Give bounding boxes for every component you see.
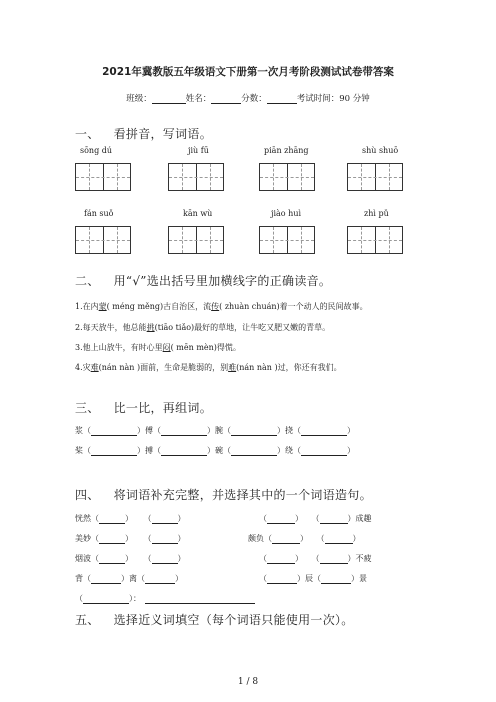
pinyin-8: zhì pǔ bbox=[364, 209, 389, 218]
question-2-1: 1.在内蒙( méng měng)古自治区，流传( zhuàn chuán)着一个动人的民间故事。 bbox=[75, 302, 368, 311]
idiom-row-3: 烟波（ ） （ ） bbox=[75, 554, 186, 563]
section-5-heading bbox=[75, 611, 354, 628]
time-label: 考试时间：90 分钟 bbox=[296, 94, 370, 104]
idiom-row-3b: （ ） （ ）不疲 bbox=[259, 554, 372, 563]
pinyin-3: piān zhāng bbox=[264, 146, 309, 155]
writing-box[interactable] bbox=[168, 226, 224, 254]
class-blank[interactable] bbox=[152, 94, 186, 104]
idiom-row-4: 背（ ）离（ ） bbox=[75, 574, 183, 583]
pinyin-2: jiù fū bbox=[188, 146, 209, 155]
section-3-title: 比一比，再组词。 bbox=[113, 401, 213, 415]
writing-box[interactable] bbox=[347, 163, 403, 191]
section-5-title: 选择近义词填空（每个词语只能使用一次）。 bbox=[113, 613, 354, 627]
student-info bbox=[0, 92, 496, 104]
section-3-number: 三、 bbox=[75, 401, 100, 415]
writing-box[interactable] bbox=[75, 163, 131, 191]
writing-box[interactable] bbox=[75, 226, 131, 254]
class-label: 班级： bbox=[126, 94, 152, 104]
idiom-row-2: 美妙（ ） （ ） bbox=[75, 534, 186, 543]
writing-box[interactable] bbox=[168, 163, 224, 191]
pinyin-7: jiào huì bbox=[271, 209, 302, 218]
pinyin-1: sōng dú bbox=[80, 146, 113, 155]
section-4-title: 将词语补充完整，并选择其中的一个词语造句。 bbox=[113, 488, 372, 502]
section-1-number: 一、 bbox=[75, 127, 100, 141]
writing-box[interactable] bbox=[347, 226, 403, 254]
pinyin-5: fán suǒ bbox=[84, 209, 114, 218]
sentence-blank[interactable] bbox=[145, 594, 255, 604]
pinyin-6: kān wù bbox=[183, 209, 213, 218]
pinyin-4: shù shuō bbox=[362, 146, 399, 155]
idiom-row-2b: 颇负（ ） （ ） bbox=[248, 534, 361, 543]
score-label: 分数： bbox=[241, 94, 267, 104]
compare-row-1: 浆（ ）傅（ ）腕（ ）挠（ ） bbox=[75, 426, 355, 435]
writing-box[interactable] bbox=[259, 163, 315, 191]
section-3-heading bbox=[75, 399, 212, 416]
section-5-number: 五、 bbox=[75, 613, 100, 627]
idiom-row-4b: （ ）辰（ ）景 bbox=[259, 574, 367, 583]
name-blank[interactable] bbox=[211, 94, 241, 104]
question-2-4: 4.灾难(nán nàn )面前，生命是脆弱的，别难(nán nàn )过，你还有我们。 bbox=[75, 363, 342, 372]
name-label: 姓名： bbox=[185, 94, 212, 104]
compare-row-2: 桨（ ）搏（ ）碗（ ）绕（ ） bbox=[75, 446, 355, 455]
section-1-heading bbox=[75, 125, 212, 142]
score-blank[interactable] bbox=[267, 94, 297, 104]
section-4-heading bbox=[75, 486, 372, 503]
sentence-row: （ ）： bbox=[75, 593, 255, 604]
page-title: 2021年冀教版五年级语文下册第一次月考阶段测试试卷带答案 bbox=[102, 66, 394, 78]
section-2-heading bbox=[75, 272, 331, 289]
writing-box[interactable] bbox=[259, 226, 315, 254]
section-4-number: 四、 bbox=[75, 488, 100, 502]
page-number: 1 / 8 bbox=[237, 677, 259, 687]
idiom-row-1b: （ ） （ ）成趣 bbox=[259, 514, 372, 523]
section-1-title: 看拼音，写词语。 bbox=[113, 127, 213, 141]
question-2-2: 2.每天放牛，他总能挑(tiāo tiǎo)最好的草地，让牛吃又肥又嫩的青草。 bbox=[75, 323, 331, 332]
question-2-3: 3.他上山放牛，有时心里闷( mēn mèn)得慌。 bbox=[75, 343, 241, 352]
idiom-row-1: 恍然（ ） （ ） bbox=[75, 514, 186, 523]
section-2-title: 用“√”选出括号里加横线字的正确读音。 bbox=[113, 274, 332, 288]
section-2-number: 二、 bbox=[75, 274, 100, 288]
